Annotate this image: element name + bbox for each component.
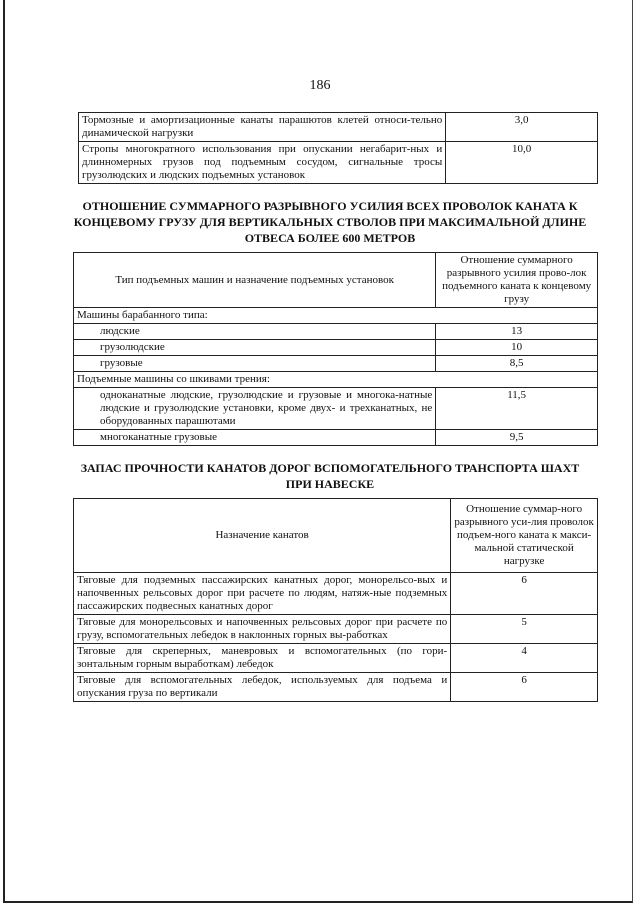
table-row xyxy=(74,644,598,673)
header-col1: Назначение канатов xyxy=(74,499,451,573)
table-row xyxy=(74,324,598,340)
cell-text: многоканатные грузовые xyxy=(74,430,436,446)
header-col1: Тип подъемных машин и назначение подъемных установок xyxy=(74,253,436,308)
cell-text: одноканатные людские, грузолюдские и грузовые и многока-натные людские и грузолюдские установки, кроме двух- и трехканатных, не оборудованных парашютами xyxy=(74,388,436,430)
continuation-table xyxy=(78,112,598,184)
cell-value: 11,5 xyxy=(436,388,598,430)
cell-text: Стропы многократного использования при опускании негабарит-ных и длинномерных грузов под подъемным сосудом, сигнальные тросы грузолюдских и людских подъемных установок xyxy=(79,142,446,184)
header-col2: Отношение суммарного разрывного усилия прово-лок подъемного каната к концевому грузу xyxy=(436,253,598,308)
table-row xyxy=(74,388,598,430)
cell-text: Тормозные и амортизационные канаты парашютов клетей относи-тельно динамической нагрузки xyxy=(79,113,446,142)
table-row xyxy=(74,356,598,372)
safety-factor-table xyxy=(73,498,598,702)
table-row xyxy=(74,573,598,615)
table-row xyxy=(74,340,598,356)
cell-value: 4 xyxy=(451,644,598,673)
group-row xyxy=(74,372,598,388)
rope-ratio-table xyxy=(73,252,598,446)
header-col2: Отношение суммар-ного разрывного уси-лия проволок подъем-ного каната к макси-мальной статической нагрузке xyxy=(451,499,598,573)
cell-value: 13 xyxy=(436,324,598,340)
table-row xyxy=(74,673,598,702)
cell-text: Тяговые для подземных пассажирских канатных дорог, монорельсо-вых и напочвенных рельсовых дорог при расчете по людям, натяж-ные подземных пассажирских подвесных канатных дорог xyxy=(74,573,451,615)
cell-text: грузовые xyxy=(74,356,436,372)
table-header-row xyxy=(74,499,598,573)
cell-text: Тяговые для монорельсовых и напочвенных рельсовых дорог при расчете по грузу, вспомогательных лебедок в наклонных горных вы-работках xyxy=(74,615,451,644)
section2-title: ЗАПАС ПРОЧНОСТИ КАНАТОВ ДОРОГ ВСПОМОГАТЕЛЬНОГО ТРАНСПОРТА ШАХТ ПРИ НАВЕСКЕ xyxy=(80,461,580,491)
cell-value: 10,0 xyxy=(446,142,598,184)
group-label: Машины барабанного типа: xyxy=(74,308,598,324)
table-row xyxy=(74,615,598,644)
section1-title: ОТНОШЕНИЕ СУММАРНОГО РАЗРЫВНОГО УСИЛИЯ ВСЕХ ПРОВОЛОК КАНАТА К КОНЦЕВОМУ ГРУЗУ ДЛЯ ВЕРТИКАЛЬНЫХ СТВОЛОВ ПРИ МАКСИМАЛЬНОЙ ДЛИНЕ ОТВЕСА БОЛЕЕ 600 МЕТРОВ xyxy=(73,199,587,245)
cell-value: 6 xyxy=(451,573,598,615)
cell-value: 3,0 xyxy=(446,113,598,142)
cell-value: 10 xyxy=(436,340,598,356)
cell-value: 8,5 xyxy=(436,356,598,372)
cell-text: Тяговые для скреперных, маневровых и вспомогательных (по гори-зонтальным горным выработкам) лебедок xyxy=(74,644,451,673)
table-header-row xyxy=(74,253,598,308)
group-label: Подъемные машины со шкивами трения: xyxy=(74,372,598,388)
table-row xyxy=(79,142,598,184)
cell-text: людские xyxy=(74,324,436,340)
cell-value: 9,5 xyxy=(436,430,598,446)
cell-value: 5 xyxy=(451,615,598,644)
table-row xyxy=(74,430,598,446)
group-row xyxy=(74,308,598,324)
cell-text: грузолюдские xyxy=(74,340,436,356)
table-row xyxy=(79,113,598,142)
cell-text: Тяговые для вспомогательных лебедок, используемых для подъема и опускания груза по вертикали xyxy=(74,673,451,702)
page-number: 186 xyxy=(309,78,331,93)
cell-value: 6 xyxy=(451,673,598,702)
